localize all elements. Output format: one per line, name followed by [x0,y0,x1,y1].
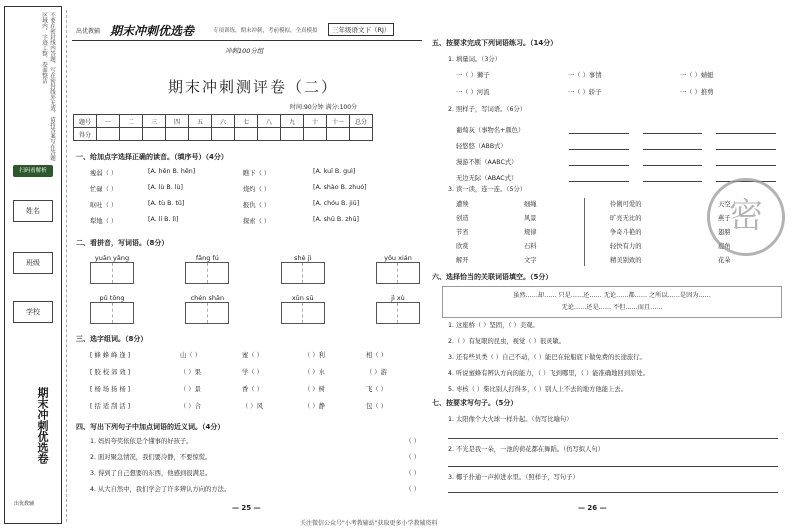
sec3-chars: [ 杨 场 扬 杨 ] [90,386,131,393]
left-slogans: 专项训练，期末冲刺，考前模拟，全真模拟 [213,28,318,34]
name-field[interactable]: 姓名 [13,200,53,222]
sec1-options: [A. tù B. tǔ] [148,200,185,207]
grade-tag: 三年级语文下（RJ） [328,23,394,36]
score-head: 一 [97,115,120,128]
pattern-example: 无边无际（ABAC式） [456,175,518,182]
answer-line[interactable] [716,149,776,150]
write-box[interactable] [185,302,229,324]
pinyin-label: fǎng fú [195,254,219,262]
scan-badge: 扫码看解析 [13,165,53,177]
pinyin-label: shè jì [294,254,312,262]
answer-line[interactable] [716,133,776,134]
score-table [73,114,373,141]
score-cell[interactable] [120,128,143,141]
pinyin-label: pǔ tōng [99,294,125,302]
sec3-list [90,350,420,418]
pinyin-item [90,254,134,284]
class-field[interactable]: 班级 [13,252,53,274]
score-head: 题号 [74,115,97,128]
sec3-blank[interactable]: （ ）风 [242,403,263,410]
strip-publisher: 出优教辅 [14,501,35,507]
match-word[interactable]: 细绳 [524,201,537,208]
sec3-heading: 三、选字组词。（8分） [76,335,148,343]
sec7-item: 2. 不光是我一朵，一池的荷花都在舞蹈。（仿写拟人句） [448,446,604,453]
write-box[interactable] [281,302,325,324]
sec1-options: [A. lí B. lì] [148,216,179,223]
sec3-blank[interactable]: 包（ ） [366,403,387,410]
sec3-blank[interactable]: （ ）果 [180,369,201,376]
match-word[interactable]: 精美别致的 [610,257,642,264]
measure-blank[interactable]: 一（ ）河流 [456,89,490,96]
write-box[interactable] [376,262,420,284]
sec3-chars: [ 胶 校 郊 效 ] [90,369,131,376]
score-head: 三 [143,115,166,128]
sec1-row [90,216,420,232]
write-box[interactable] [90,262,134,284]
sec6-item[interactable]: 4. 听说蜜蜂有辨认方向的能力，（ ）飞到哪里，（ ）能准确地回到原处。 [448,370,649,377]
left-publisher: 出优教辅 [76,28,101,35]
score-head: 十 [304,115,327,128]
pattern-row [456,166,776,182]
pinyin-label: yōu xián [384,254,412,262]
strip-note: 不要在密封线内答题，写在密封线外无效，请将答案写在答题区域内，字迹工整，卷面整洁 [41,12,55,161]
score-header-row [74,115,373,128]
strip-brand: 期末冲刺优选卷 [36,386,49,464]
measure-blank[interactable]: 一（ ）事情 [568,72,602,79]
score-head: 十一 [327,115,350,128]
sec3-blank[interactable]: （ ）合 [180,403,201,410]
sec1-options: [A. shào B. zhuó] [313,184,367,191]
match-word[interactable]: 规律 [524,229,537,236]
score-value-row [74,128,373,141]
sec6-heading: 六、选择恰当的关联词语填空。（5分） [432,273,553,281]
answer-line[interactable] [569,133,629,134]
sec1-row [90,184,420,200]
left-header-rule [72,40,422,41]
sec3-blank[interactable]: 飞（ ） [366,386,387,393]
pinyin-item [185,294,229,324]
pattern-row [456,134,776,150]
pinyin-item [90,294,134,324]
sec3-blank[interactable]: （ ）静 [304,403,325,410]
pattern-example: 葡萄灰（事物名+颜色） [456,127,525,134]
pinyin-label: yuān yāng [94,254,130,262]
sec6-list [448,318,788,398]
sec3-blank[interactable]: （ ）水 [304,369,325,376]
sec4-item [90,452,420,468]
sec1-heading: 一、给加点字选择正确的读音。（填序号）（4分） [76,153,228,161]
pinyin-label: xūn sū [291,294,314,302]
sec3-row [90,350,420,367]
sec7-item: 3. 椰子扑通一声掉进水里。（照样子，写句子） [448,474,579,481]
sec1-options: [A. kuī B. guì] [313,168,356,175]
sec1-options: [A. hēn B. hěn] [148,168,196,175]
write-box[interactable] [281,262,325,284]
sec4-sentence: 1. 妈妈夸奖依依是个懂事的好孩子。 [90,438,193,445]
match-word[interactable]: 解开 [456,257,469,264]
score-head: 五 [189,115,212,128]
match-word[interactable]: 翅膀 [718,229,731,236]
sec1-word[interactable]: 忙碌（ ） [90,186,118,193]
answer-line[interactable] [448,492,778,493]
score-head: 九 [281,115,304,128]
pattern-example: 轻悠悠（ABB式） [456,143,507,150]
match-word[interactable]: 文字 [524,257,537,264]
time-score: 时间:90分钟 满分:100分 [290,104,358,111]
sec3-blank[interactable]: （ ）游 [366,369,387,376]
sec3-chars: [ 蜂 蜂 峰 逢 ] [90,352,131,359]
sec6-item[interactable]: 2.（ ）有复眼的昆虫，视觉（ ）很灵敏。 [448,338,566,345]
sec6-item[interactable]: 5. 枣核（ ）柴比别人打得多，（ ）别人上不去的地方他能上去。 [448,386,627,393]
score-cell[interactable] [189,128,212,141]
sec5-q2-label: 2. 照样子，写词语。（6分） [448,106,527,113]
match-word[interactable]: 欣赏 [456,243,469,250]
pinyin-item [281,294,325,324]
sec5-q3-label: 3. 读一读，连一连。（5分） [448,186,527,193]
measure-row [456,87,786,104]
measure-blank[interactable]: 一（ ）狮子 [456,72,490,79]
sec3-blank[interactable]: 学（ ） [242,369,263,376]
pinyin-row-1 [90,254,420,284]
sec2-heading: 二、看拼音，写词语。（8分） [76,239,169,247]
sec1-word[interactable]: 烧灼（ ） [243,186,271,193]
sec4-sentence: 4. 从大自然中，我们学会了许多辨认方向的方法。 [90,486,231,493]
sec4-blank[interactable]: （ ） [405,438,420,445]
sec3-chars: [ 括 适 刮 活 ] [90,403,131,410]
match-word[interactable]: 争奇斗艳的 [610,229,642,236]
answer-line[interactable] [643,165,703,166]
sec1-options: [A. shū B. zhū] [313,216,359,223]
match-col-3 [610,198,641,268]
answer-line[interactable] [643,181,703,182]
sec6-item[interactable]: 1. 这座桥（ ）坚固，（ ）美观。 [448,322,539,329]
score-head: 八 [258,115,281,128]
conjunction-box [442,286,782,318]
sec1-options: [A. lù B. lù] [148,184,183,191]
sec6-item[interactable]: 3. 还有些贝类（ ）自己不动，（ ）能巴在轮船底下做免费的长途旅行。 [448,354,646,361]
match-word[interactable]: 创造 [456,215,469,222]
score-cell[interactable] [304,128,327,141]
score-head: 七 [235,115,258,128]
answer-line[interactable] [569,181,629,182]
measure-blank[interactable]: 一（ ）轿子 [568,89,602,96]
sec1-word[interactable]: 探索（ ） [243,218,271,225]
answer-line[interactable] [569,165,629,166]
sec3-blank[interactable]: 相（ ） [366,352,387,359]
sec3-blank[interactable]: 香（ ） [242,386,263,393]
confidential-seal: 密 [707,178,785,256]
sec7-heading: 七、按要求写句子。（5分） [432,399,518,407]
school-field[interactable]: 学校 [13,301,53,323]
match-word[interactable]: 节省 [456,229,469,236]
pinyin-item [376,294,420,324]
score-head: 总分 [350,115,373,128]
sec3-blank[interactable]: （ ）树 [304,386,325,393]
score-cell[interactable] [281,128,304,141]
match-word[interactable]: 鹿角 [718,243,731,250]
sec4-blank[interactable]: （ ） [405,486,420,493]
sec4-list [90,436,420,500]
subtitle: 冲刺100分组 [225,47,264,55]
match-word[interactable]: 天空 [718,201,731,208]
conjunction-options-2: 无论……还是…… 不但……而且…… [561,304,663,311]
sec7-item: 1. 太阳像个大火球一样升起。（仿写比喻句） [448,416,573,423]
sec4-item [90,436,420,452]
score-head: 二 [120,115,143,128]
score-cell[interactable] [212,128,235,141]
pinyin-row-2 [90,294,420,324]
sec4-blank[interactable]: （ ） [405,470,420,477]
sec4-sentence: 2. 面对聚急情况，我们要冷静，不要惊慌。 [90,454,212,461]
score-cell[interactable] [166,128,189,141]
sec1-word[interactable]: 报仇（ ） [243,202,271,209]
sec4-item [90,468,420,484]
match-word[interactable]: 伶俐可爱的 [610,201,642,208]
sec3-blank[interactable]: （ ）利 [304,352,325,359]
match-word[interactable]: 燕子 [718,215,731,222]
sec3-row [90,384,420,401]
sec1-options: [A. chóu B. jiū] [313,200,360,207]
write-box[interactable] [185,262,229,284]
score-cell[interactable] [235,128,258,141]
pinyin-label: jì xù [391,294,405,302]
score-cell[interactable] [143,128,166,141]
pattern-example: 漫游不断（AABC式） [456,159,518,166]
match-word[interactable]: 轻快有力的 [610,243,642,250]
pattern-row [456,118,776,134]
match-word[interactable]: 旷亮无比的 [610,215,642,222]
sec3-blank[interactable]: 蜜（ ） [242,352,263,359]
match-word[interactable]: 遭殃 [456,201,469,208]
left-brand: 期末冲刺优选卷 [110,24,195,38]
score-head: 六 [212,115,235,128]
sec5-q1-grid [456,70,786,104]
score-cell[interactable] [258,128,281,141]
left-page-number: — 25 — [232,504,261,512]
pinyin-label: chén shān [190,294,225,302]
score-row-label: 得分 [74,128,97,141]
measure-blank[interactable]: 一（ ）蜻蜓 [680,72,714,79]
answer-line[interactable] [716,165,776,166]
match-word[interactable]: 石料 [524,243,537,250]
sec5-heading: 五、按要求完成下列词语练习。（14分） [432,39,558,47]
pinyin-item [281,254,325,284]
page-title: 期末冲刺测评卷（二） [168,78,339,96]
sec3-row [90,401,420,418]
match-word[interactable]: 风景 [524,215,537,222]
conjunction-options-1: 虽然……却…… 只是……还…… 无论……都…… 之所以……是因为…… [513,292,711,299]
sec1-row [90,200,420,216]
sec3-blank[interactable]: 山（ ） [180,352,201,359]
sec4-item [90,484,420,500]
score-cell[interactable] [97,128,120,141]
write-box[interactable] [376,302,420,324]
write-box[interactable] [90,302,134,324]
sec1-word[interactable]: 呕吐（ ） [90,202,118,209]
score-cell[interactable] [327,128,350,141]
match-divider [584,198,585,266]
sec1-row [90,168,420,184]
sec3-blank[interactable]: （ ）景 [180,386,201,393]
sec5-q2-list [456,118,776,182]
footer-note: 关注微信公众号"小考教辅站"获取更多小学教辅资料 [300,520,438,527]
answer-line[interactable] [448,438,778,439]
answer-line[interactable] [643,133,703,134]
sec3-row [90,367,420,384]
sec1-word[interactable]: 瘦弱（ ） [90,170,118,177]
pinyin-item [376,254,420,284]
pattern-row [456,150,776,166]
pinyin-item [185,254,229,284]
match-word[interactable]: 花朵 [718,257,731,264]
answer-line[interactable] [448,466,778,467]
sec1-word[interactable]: 犁地（ ） [90,218,118,225]
sec1-word[interactable]: 瞧下（ ） [243,170,271,177]
answer-line[interactable] [569,149,629,150]
sec1-list [90,168,420,232]
measure-blank[interactable]: 一（ ）推剪 [680,89,714,96]
score-cell[interactable] [350,128,373,141]
sec4-blank[interactable]: （ ） [405,454,420,461]
match-col-1 [456,198,469,268]
seal-line [66,10,67,522]
match-col-2 [524,198,537,268]
sec5-q1-label: 1. 填量词。（3分） [448,56,501,63]
right-page-number: — 26 — [578,504,607,512]
answer-line[interactable] [643,149,703,150]
sec4-heading: 四、写出下列句子中加点词语的近义词。（4分） [76,423,225,431]
measure-row [456,70,786,87]
sec4-sentence: 3. 得到了自己想要的东西，他感到很满足。 [90,470,212,477]
score-head: 四 [166,115,189,128]
